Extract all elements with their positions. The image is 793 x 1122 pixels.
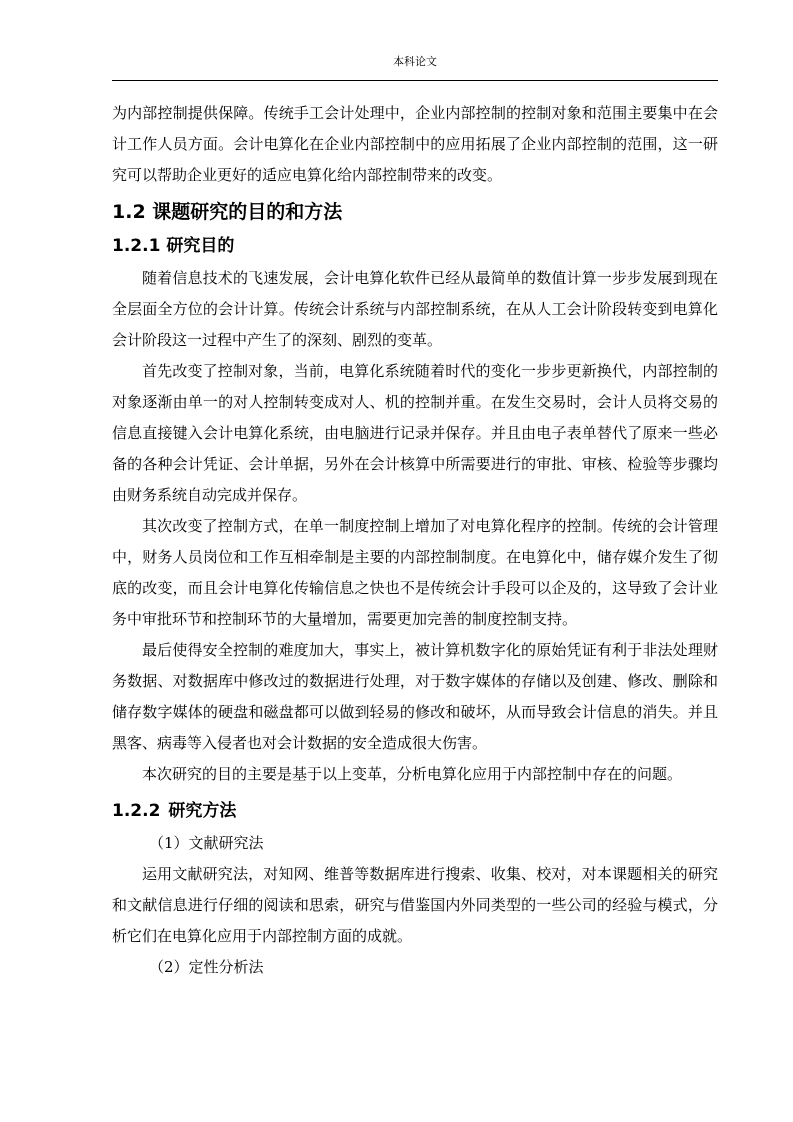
paragraph-research-purpose-5: 本次研究的目的主要是基于以上变革，分析电算化应用于内部控制中存在的问题。 xyxy=(142,765,683,783)
method-label-literature: （1）文献研究法 xyxy=(149,834,264,852)
heading-title: 研究方法 xyxy=(168,801,237,821)
paragraph-research-purpose-3: 其次改变了控制方式，在单一制度控制上增加了对电算化程序的控制。传统的会计管理中，财务人员岗位和工作互相牵制是主要的内部控制制度。在电算化中，储存媒介发生了彻底的改变，而且会计电算化传输信息之快也不是传统会计手段可以企及的，这导致了会计业务中审批环节和控制环节的大量增加，需要更加完善的制度控制支持。 xyxy=(112,517,718,628)
paragraph-research-purpose-2: 首先改变了控制对象，当前，电算化系统随着时代的变化一步步更新换代，内部控制的对象逐渐由单一的对人控制转变成对人、机的控制并重。在发生交易时，会计人员将交易的信息直接键入会计电算化系统，由电脑进行记录并保存。并且由电子表单替代了原来一些必备的各种会计凭证、会计单据，另外在会计核算中所需要进行的审批、审核、检验等步骤均由财务系统自动完成并保存。 xyxy=(112,362,718,504)
page-header: 本科论文 xyxy=(393,55,437,68)
header-divider xyxy=(112,80,718,81)
document-body xyxy=(112,98,718,983)
intro-paragraph: 为内部控制提供保障。传统手工会计处理中，企业内部控制的控制对象和范围主要集中在会计工作人员方面。会计电算化在企业内部控制中的应用拓展了企业内部控制的范围，这一研究可以帮助企业更好的适应电算化给内部控制带来的改变。 xyxy=(112,104,718,184)
section-heading-1-2-2 xyxy=(112,794,718,828)
paragraph-research-purpose-4: 最后使得安全控制的难度加大，事实上，被计算机数字化的原始凭证有利于非法处理财务数据、对数据库中修改过的数据进行处理，对于数字媒体的存储以及创建、修改、删除和储存数字媒体的硬盘和磁盘都可以做到轻易的修改和破坏，从而导致会计信息的消失。并且黑客、病毒等入侵者也对会计数据的安全造成很大伤害。 xyxy=(112,641,718,752)
heading-number: 1.2.2 xyxy=(112,801,161,821)
method-label-qualitative: （2）定性分析法 xyxy=(149,958,264,976)
section-heading-1-2-1: 1.2.1 研究目的 xyxy=(112,236,235,256)
paragraph-research-purpose-1: 随着信息技术的飞速发展，会计电算化软件已经从最简单的数值计算一步步发展到现在全层面全方位的会计计算。传统会计系统与内部控制系统，在从人工会计阶段转变到电算化会计阶段这一过程中产生了的深刻、剧烈的变革。 xyxy=(112,269,718,349)
section-heading-1-2: 1.2 课题研究的目的和方法 xyxy=(112,201,343,223)
paragraph-literature-method: 运用文献研究法，对知网、维普等数据库进行搜索、收集、校对，对本课题相关的研究和文献信息进行仔细的阅读和思索，研究与借鉴国内外同类型的一些公司的经验与模式，分析它们在电算化应用于内部控制方面的成就。 xyxy=(112,865,718,945)
